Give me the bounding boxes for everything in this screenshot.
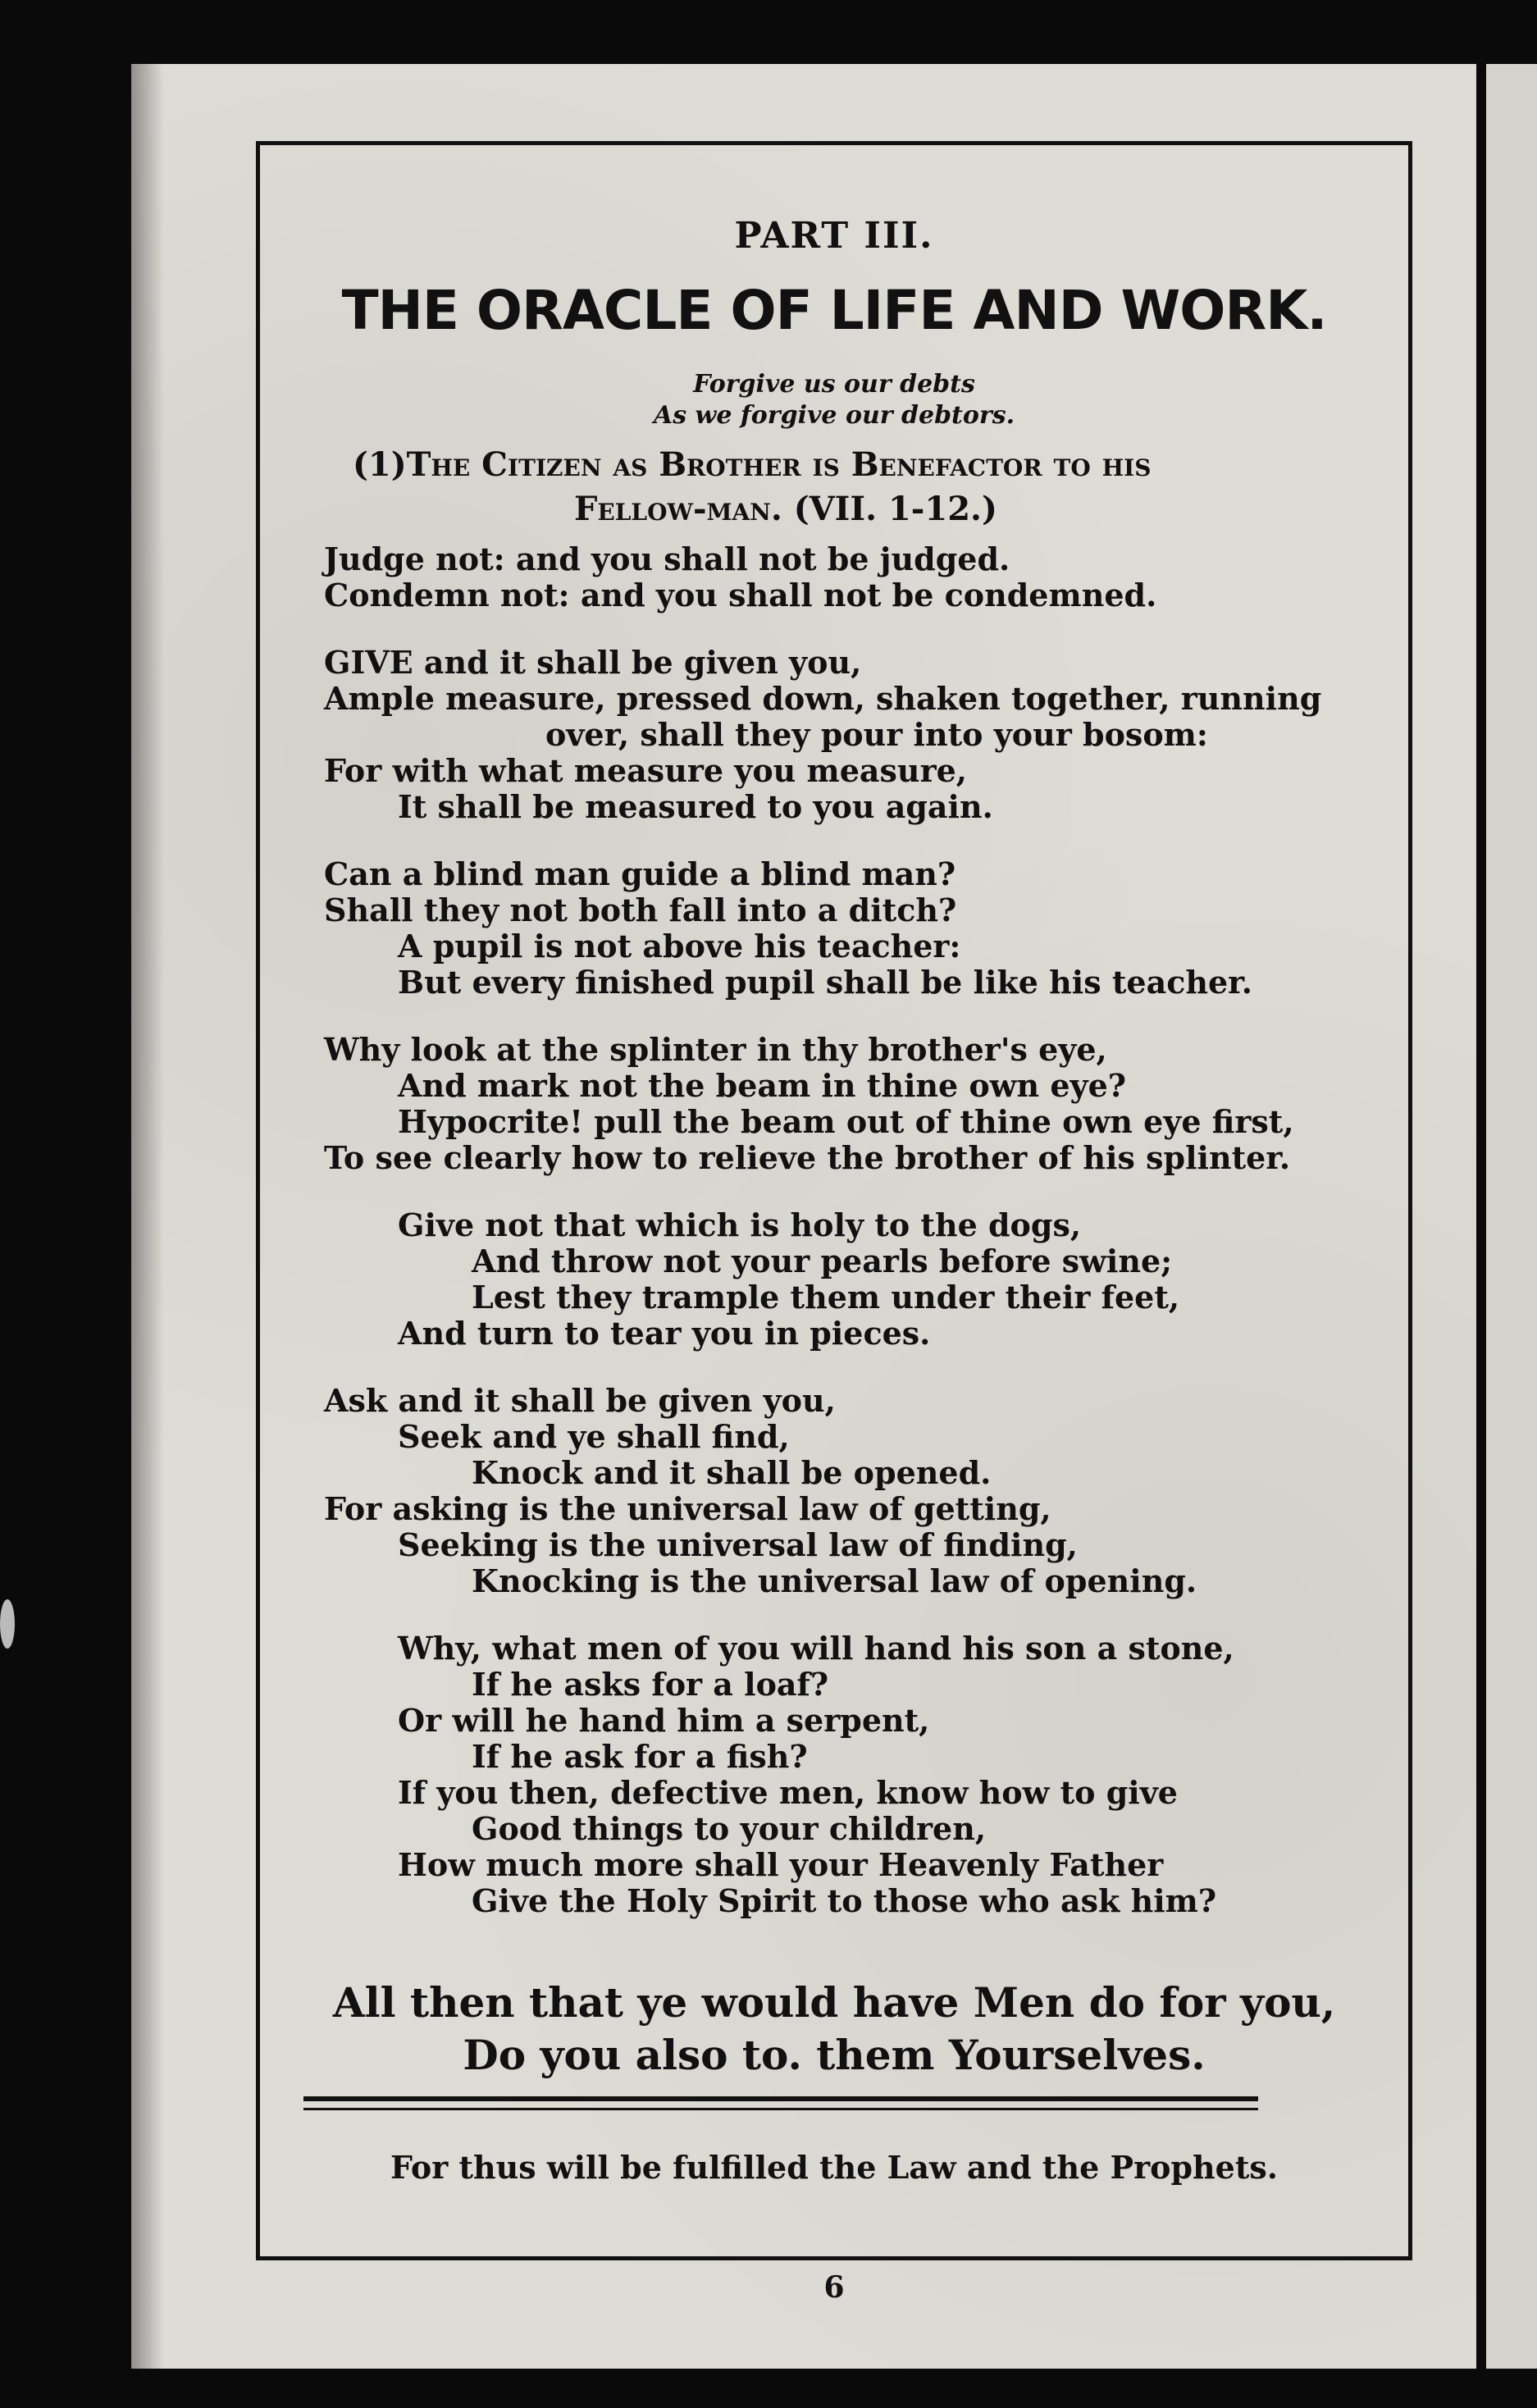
verse-line: If he ask for a fish? (472, 1738, 808, 1775)
verse-line: But every finished pupil shall be like his teacher. (398, 964, 1252, 1001)
stanza-gap (324, 825, 1357, 856)
part-label: PART III. (734, 215, 934, 257)
verse-line: Judge not: and you shall not be judged. (324, 540, 1010, 577)
verse-line: And throw not your pearls before swine; (472, 1243, 1173, 1279)
epigraph-line: Forgive us our debts (693, 370, 975, 399)
verse-line: For asking is the universal law of getting, (324, 1490, 1051, 1527)
verse-line: Lest they trample them under their feet, (472, 1279, 1180, 1316)
verse-line: It shall be measured to you again. (398, 788, 993, 825)
epigraph (256, 369, 1412, 431)
stanza-gap (324, 1599, 1357, 1630)
verse-line: Ample measure, pressed down, shaken together, running (324, 680, 1322, 717)
stanza-gap (324, 613, 1357, 645)
stanza-gap (324, 1352, 1357, 1383)
epigraph-line: As we forgive our debtors. (653, 401, 1015, 430)
verse-line: To see clearly how to relieve the brother of his splinter. (324, 1139, 1291, 1176)
closing-maxim (256, 1977, 1412, 2082)
verse-line: Give not that which is holy to the dogs, (398, 1206, 1082, 1243)
verse-line: Hypocrite! pull the beam out of thine own eye first, (398, 1103, 1294, 1140)
section-heading-line: Fellow-man. (VII. 1-12.) (574, 490, 997, 528)
stanza-gap (324, 1176, 1357, 1207)
verse-line: If he asks for a loaf? (472, 1666, 829, 1703)
verse-body (324, 541, 1357, 1919)
verse-line: For with what measure you measure, (324, 752, 967, 789)
verse-line: Condemn not: and you shall not be condemned. (324, 577, 1157, 613)
verse-line: GIVE and it shall be given you, (324, 644, 862, 681)
verse-line: Seeking is the universal law of finding, (398, 1526, 1078, 1563)
verse-line: Or will he hand him a serpent, (398, 1702, 930, 1739)
verse-line: over, shall they pour into your bosom: (545, 716, 1208, 753)
verse-line: Seek and ye shall find, (398, 1418, 790, 1455)
verse-line: Good things to your children, (472, 1810, 987, 1847)
verse-line: And turn to tear you in pieces. (398, 1315, 931, 1352)
divider-rule (303, 2108, 1258, 2110)
verse-line: And mark not the beam in thine own eye? (398, 1067, 1127, 1104)
verse-line: Can a blind man guide a blind man? (324, 855, 956, 892)
section-heading-line: (1)The Citizen as Brother is Benefactor to his (353, 445, 1152, 484)
verse-line: Why look at the splinter in thy brother's eye, (324, 1031, 1107, 1068)
verse-line: Knocking is the universal law of opening. (472, 1562, 1197, 1599)
verse-line: Give the Holy Spirit to those who ask him? (472, 1882, 1217, 1919)
section-heading (353, 443, 1304, 531)
verse-line: Knock and it shall be opened. (472, 1454, 992, 1491)
stanza (324, 541, 1357, 613)
closing-line: All then that ye would have Men do for you, (332, 1978, 1336, 2027)
scan-artifact (0, 1599, 15, 1649)
stanza (324, 645, 1357, 825)
verse-line: Ask and it shall be given you, (324, 1382, 836, 1419)
page-title: THE ORACLE OF LIFE AND WORK. (341, 279, 1327, 342)
stanza (324, 1207, 1357, 1352)
verse-line: If you then, defective men, know how to give (398, 1774, 1178, 1811)
stanza-gap (324, 1001, 1357, 1032)
closing-line: Do you also to. them Yourselves. (463, 2031, 1206, 2079)
stanza (324, 1032, 1357, 1176)
verse-line: A pupil is not above his teacher: (398, 928, 961, 965)
stanza (324, 856, 1357, 1001)
divider-rule (303, 2096, 1258, 2101)
stanza (324, 1630, 1357, 1919)
page-number: 6 (823, 2270, 845, 2305)
verse-line: Shall they not both fall into a ditch? (324, 892, 957, 928)
gutter-shadow (131, 64, 164, 2369)
footer-line: For thus will be fulfilled the Law and the Prophets. (390, 2149, 1279, 2186)
verse-line: How much more shall your Heavenly Father (398, 1846, 1164, 1883)
verse-line: Why, what men of you will hand his son a stone, (398, 1630, 1234, 1667)
stanza (324, 1383, 1357, 1599)
facing-page-edge (1486, 64, 1537, 2369)
